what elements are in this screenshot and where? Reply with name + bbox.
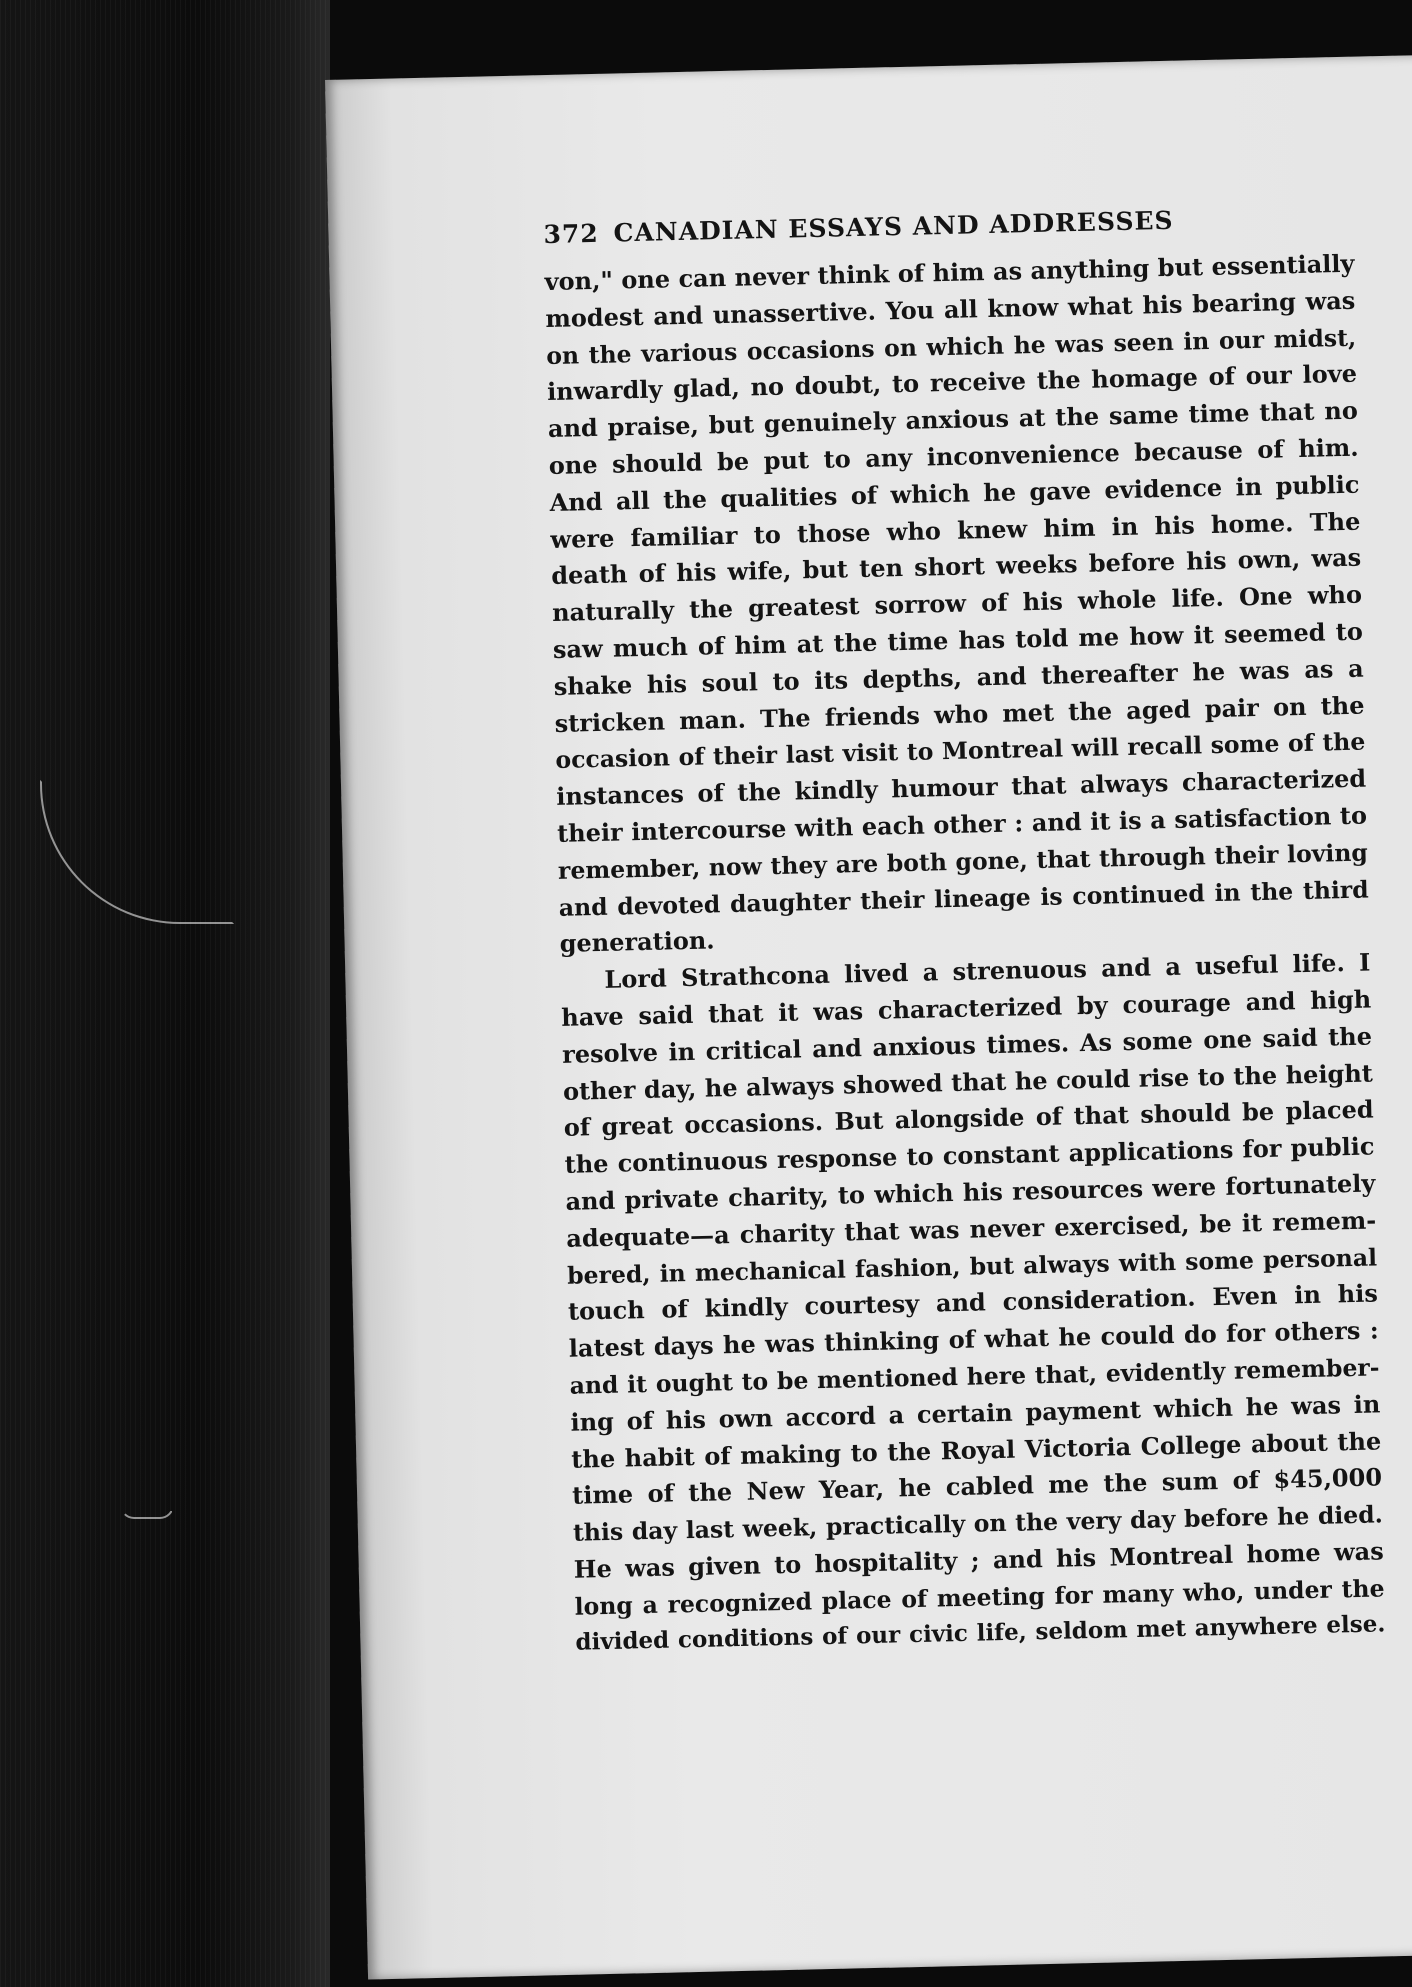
text-line: have said that it was characterized by courage and high: [560, 984, 1372, 1032]
text-line: modest and unassertive. You all know what his bearing was: [545, 285, 1356, 333]
text-line: adequate—a charity that was never exercised, be it remem-: [566, 1205, 1377, 1253]
text-line: instances of the kindly humour that always characterized: [555, 763, 1367, 812]
page-sheet: [325, 55, 1412, 1979]
text-line: And all the qualities of which he gave evidence in public: [549, 469, 1360, 517]
text-line: on the various occasions on which he was seen in our midst,: [545, 323, 1357, 370]
text-line: ing of his own accord a certain payment which he was in: [570, 1389, 1381, 1437]
text-block: [543, 202, 1386, 1662]
text-line: death of his wife, but ten short weeks before his own, was: [550, 542, 1362, 591]
text-line: von," one can never think of him as anything but essentially: [544, 248, 1355, 297]
text-line: of great occasions. But alongside of that should be placed: [563, 1094, 1374, 1143]
text-line: remember, now they are both gone, that through their loving: [557, 838, 1369, 885]
text-line: He was given to hospitality ; and his Montreal home was: [573, 1536, 1384, 1584]
text-line: occasion of their last visit to Montreal will recall some of the: [555, 727, 1366, 775]
text-line: one should be put to any inconvenience because of him.: [548, 432, 1359, 481]
text-line: saw much of him at the time has told me how it seemed to: [552, 616, 1364, 664]
text-line: this day last week, practically on the very day before he died.: [572, 1500, 1384, 1547]
text-line: and devoted daughter their lineage is continued in the third: [558, 875, 1369, 922]
text-line: bered, in mechanical fashion, but always with some personal: [566, 1242, 1378, 1290]
text-line: divided conditions of our civic life, seldom met anywhere else.: [575, 1610, 1386, 1657]
text-line: their intercourse with each other : and it is a satisfaction to: [556, 800, 1368, 848]
text-line: shake his soul to its depths, and thereafter he was as a: [553, 653, 1364, 701]
text-line: the continuous response to constant applications for public: [564, 1131, 1375, 1179]
book-page-edges: [0, 0, 330, 1987]
text-line: other day, he always showed that he could rise to the height: [562, 1058, 1374, 1106]
text-line: inwardly glad, no doubt, to receive the homage of our love: [546, 359, 1358, 407]
text-line: and it ought to be mentioned here that, evidently remember-: [569, 1353, 1380, 1400]
text-line: the habit of making to the Royal Victoria College about the: [571, 1425, 1382, 1474]
text-line: stricken man. The friends who met the aged pair on the: [554, 690, 1365, 738]
text-line: and private charity, to which his resources were fortunately: [565, 1168, 1376, 1216]
scan-scratch: [120, 1505, 174, 1519]
body-text: [544, 246, 1386, 1662]
page-number: 372: [543, 218, 600, 250]
text-line: generation.: [559, 925, 715, 959]
text-line: and praise, but genuinely anxious at the same time that no: [547, 395, 1359, 444]
text-line: touch of kindly courtesy and consideration. Even in his: [567, 1278, 1379, 1327]
text-line: long a recognized place of meeting for many who, under the: [574, 1574, 1385, 1621]
text-line: Lord Strathcona lived a strenuous and a useful life. I: [604, 947, 1371, 995]
text-line: were familiar to those who knew him in his home. The: [550, 506, 1361, 554]
text-line: resolve in critical and anxious times. As some one said the: [561, 1021, 1373, 1069]
book-title: CANADIAN ESSAYS AND ADDRESSES: [613, 205, 1174, 248]
text-line: naturally the greatest sorrow of his whole life. One who: [551, 579, 1363, 628]
text-line: time of the New Year, he cabled me the sum of $45,000: [571, 1462, 1383, 1511]
text-line: latest days he was thinking of what he could do for others :: [568, 1315, 1379, 1363]
